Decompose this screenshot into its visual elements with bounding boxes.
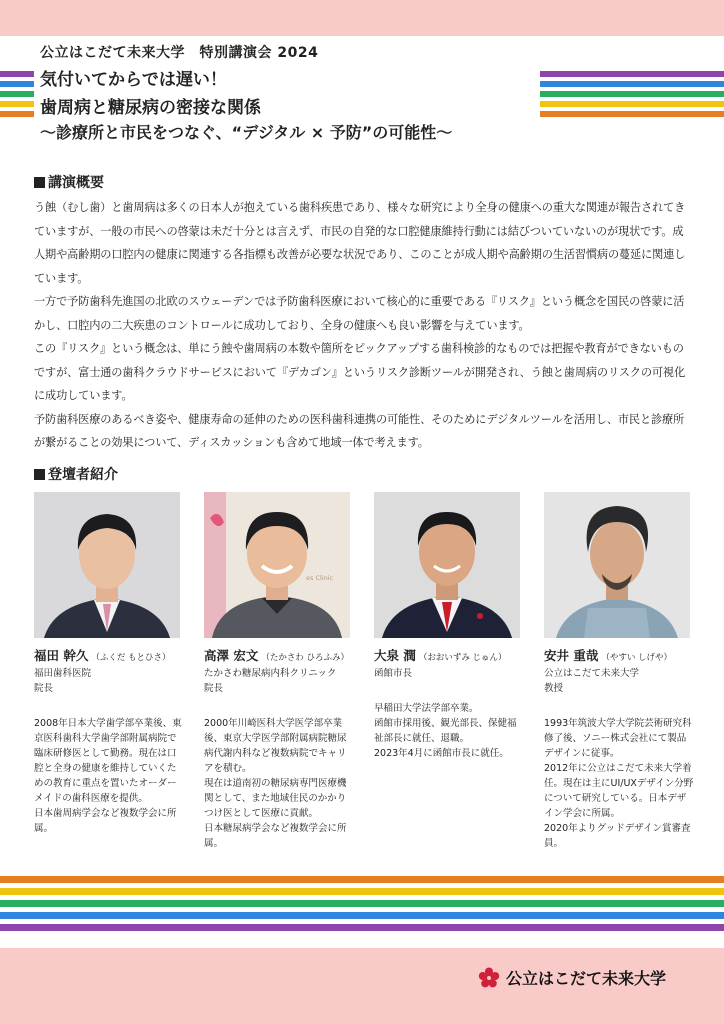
speaker-affiliation: 函館市長: [374, 668, 413, 679]
portrait-icon: [204, 492, 350, 638]
speaker-bio: [374, 701, 524, 761]
stripe-purple: [0, 924, 724, 931]
stripe-orange: [0, 876, 724, 883]
portrait-icon: [374, 492, 520, 638]
overview-paragraph: 予防歯科医療のあるべき姿や、健康寿命の延伸のための医科歯科連携の可能性、そのためにデジタルツールを活用し、市民と診療所が繋がることの効果について、ディスカッションも含めて地域一体で考えます。: [34, 412, 685, 449]
bio-line: 2020年よりグッドデザイン賞審査員。: [544, 823, 691, 849]
overview-paragraph: 一方で予防歯科先進国の北欧のスウェーデンでは予防歯科医療において核心的に重要である『リスク』という概念を国民の啓蒙に活かし、口腔内の二大疾患のコントロールに成功しており、全身の健康へも良い影響を与えています。: [34, 295, 685, 332]
overview-body: [34, 196, 694, 455]
bio-line: 1993年筑波大学大学院芸術研究科修了後、ソニー株式会社にて製品デザインに従事。: [544, 718, 692, 759]
stripe-orange: [0, 111, 34, 117]
stripe-orange: [540, 111, 724, 117]
clinic-sign: es Clinic: [306, 574, 334, 582]
speaker-reading: （やすい しげや）: [601, 653, 673, 663]
speaker-name: [374, 646, 524, 664]
speaker-bio: [544, 716, 694, 851]
speaker-role: 院長: [34, 683, 54, 694]
bio-line: 函館市採用後、観光部長、保健福祉部長に就任、退職。: [374, 718, 517, 744]
speaker-reading: （おおいずみ じゅん）: [418, 653, 507, 663]
speaker-role: 院長: [204, 683, 224, 694]
speaker-photo: [204, 492, 350, 638]
stripe-blue: [540, 81, 724, 87]
bio-line: 2023年4月に函館市長に就任。: [374, 748, 509, 759]
event-series: 公立はこだて未来大学 特別講演会 2024: [40, 45, 319, 61]
bio-line: 2012年に公立はこだて未来大学着任。現在は主にUI/UXデザイン分野について研究している。日本デザイン学会に所属。: [544, 763, 694, 819]
bio-line: 2000年川崎医科大学医学部卒業後、東京大学医学部附属病院糖尿病代謝内科など複数病院でキャリアを積む。: [204, 718, 347, 774]
stripe-yellow: [540, 101, 724, 107]
stripe-blue: [0, 912, 724, 919]
bio-line: 日本歯周病学会など複数学会に所属。: [34, 808, 177, 834]
overview-heading-text: 講演概要: [48, 175, 104, 191]
speaker-photo: [544, 492, 690, 638]
star-flower-icon: [478, 967, 500, 989]
header-stripes-right: [540, 71, 724, 121]
speakers-heading-text: 登壇者紹介: [48, 467, 118, 483]
stripe-yellow: [0, 888, 724, 895]
top-band: [0, 0, 724, 36]
speaker-affiliation: 福田歯科医院: [34, 668, 92, 679]
speaker-affiliation: 公立はこだて未来大学: [544, 668, 640, 679]
square-bullet-icon: [34, 177, 45, 188]
speaker-bio: [34, 716, 184, 836]
speaker-card: [34, 492, 184, 836]
speaker-name-text: 大泉 潤: [374, 648, 416, 663]
speaker-photo: [34, 492, 180, 638]
stripe-purple: [540, 71, 724, 77]
speaker-reading: （たかさわ ひろふみ）: [261, 653, 350, 663]
logo-text: 公立はこだて未来大学: [506, 969, 667, 988]
header: [40, 42, 540, 143]
speaker-bio: [204, 716, 354, 851]
header-stripes-left: [0, 71, 34, 121]
bio-line: 早稲田大学法学部卒業。: [374, 703, 479, 714]
overview-paragraph: う蝕（むし歯）と歯周病は多くの日本人が抱えている歯科疾患であり、様々な研究により全身の健康への重大な関連が報告されてきていますが、一般の市民への啓蒙は未だ十分とは言えず、市民の自発的な口腔健康維持行動には結びついていないのが現状です。成人期や高齢期の口腔内の健康に関連する各指標も改善が必要な状況であり、このことが成人期や高齢期の生活習慣病の蔓延に関連しています。: [34, 201, 686, 285]
speaker-reading: （ふくだ もとひさ）: [91, 653, 171, 663]
title-line-1: 気付いてからでは遅い！: [40, 70, 227, 90]
bio-line: 現在は道南初の糖尿病専門医療機関として、また地域住民のかかりつけ医として医療に貢献。: [204, 778, 347, 819]
stripe-purple: [0, 71, 34, 77]
stripe-green: [0, 91, 34, 97]
title-line-2: 歯周病と糖尿病の密接な関係: [40, 98, 261, 118]
stripe-green: [540, 91, 724, 97]
bio-line: 日本糖尿病学会など複数学会に所属。: [204, 823, 347, 849]
university-logo: [478, 966, 666, 989]
bio-line: 2008年日本大学歯学部卒業後、東京医科歯科大学歯学部附属病院で臨床研修医として勤務。現在は口腔と全身の健康を維持していくための教育に重点を置いたオーダーメイドの歯科医療を提供。: [34, 718, 182, 804]
speaker-card: [374, 492, 524, 761]
square-bullet-icon: [34, 469, 45, 480]
subtitle: 〜診療所と市民をつなぐ、“デジタル × 予防”の可能性〜: [40, 123, 453, 142]
portrait-icon: [34, 492, 180, 638]
speaker-card: [204, 492, 354, 851]
speaker-affiliation: たかさわ糖尿病内科クリニック: [204, 668, 337, 679]
speaker-name-text: 高澤 宏文: [204, 648, 259, 663]
speaker-role: 教授: [544, 683, 564, 694]
stripe-blue: [0, 81, 34, 87]
stripe-yellow: [0, 101, 34, 107]
speaker-name-text: 安井 重哉: [544, 648, 599, 663]
speaker-card: [544, 492, 694, 851]
overview-paragraph: この『リスク』という概念は、単にう蝕や歯周病の本数や箇所をピックアップする歯科検診的なものでは把握や教育ができないものですが、富士通の歯科クラウドサービスにおいて『デカゴン』というリスク診断ツールが開発され、う蝕と歯周病のリスクの可視化に成功しています。: [34, 342, 685, 402]
footer-stripes: [0, 876, 724, 936]
speaker-name: [204, 646, 354, 664]
speaker-name: [34, 646, 184, 664]
speaker-name: [544, 646, 694, 664]
speaker-name-text: 福田 幹久: [34, 648, 89, 663]
stripe-green: [0, 900, 724, 907]
speakers-heading: [34, 464, 118, 484]
overview-heading: [34, 172, 104, 192]
portrait-icon: [544, 492, 690, 638]
speaker-photo: [374, 492, 520, 638]
